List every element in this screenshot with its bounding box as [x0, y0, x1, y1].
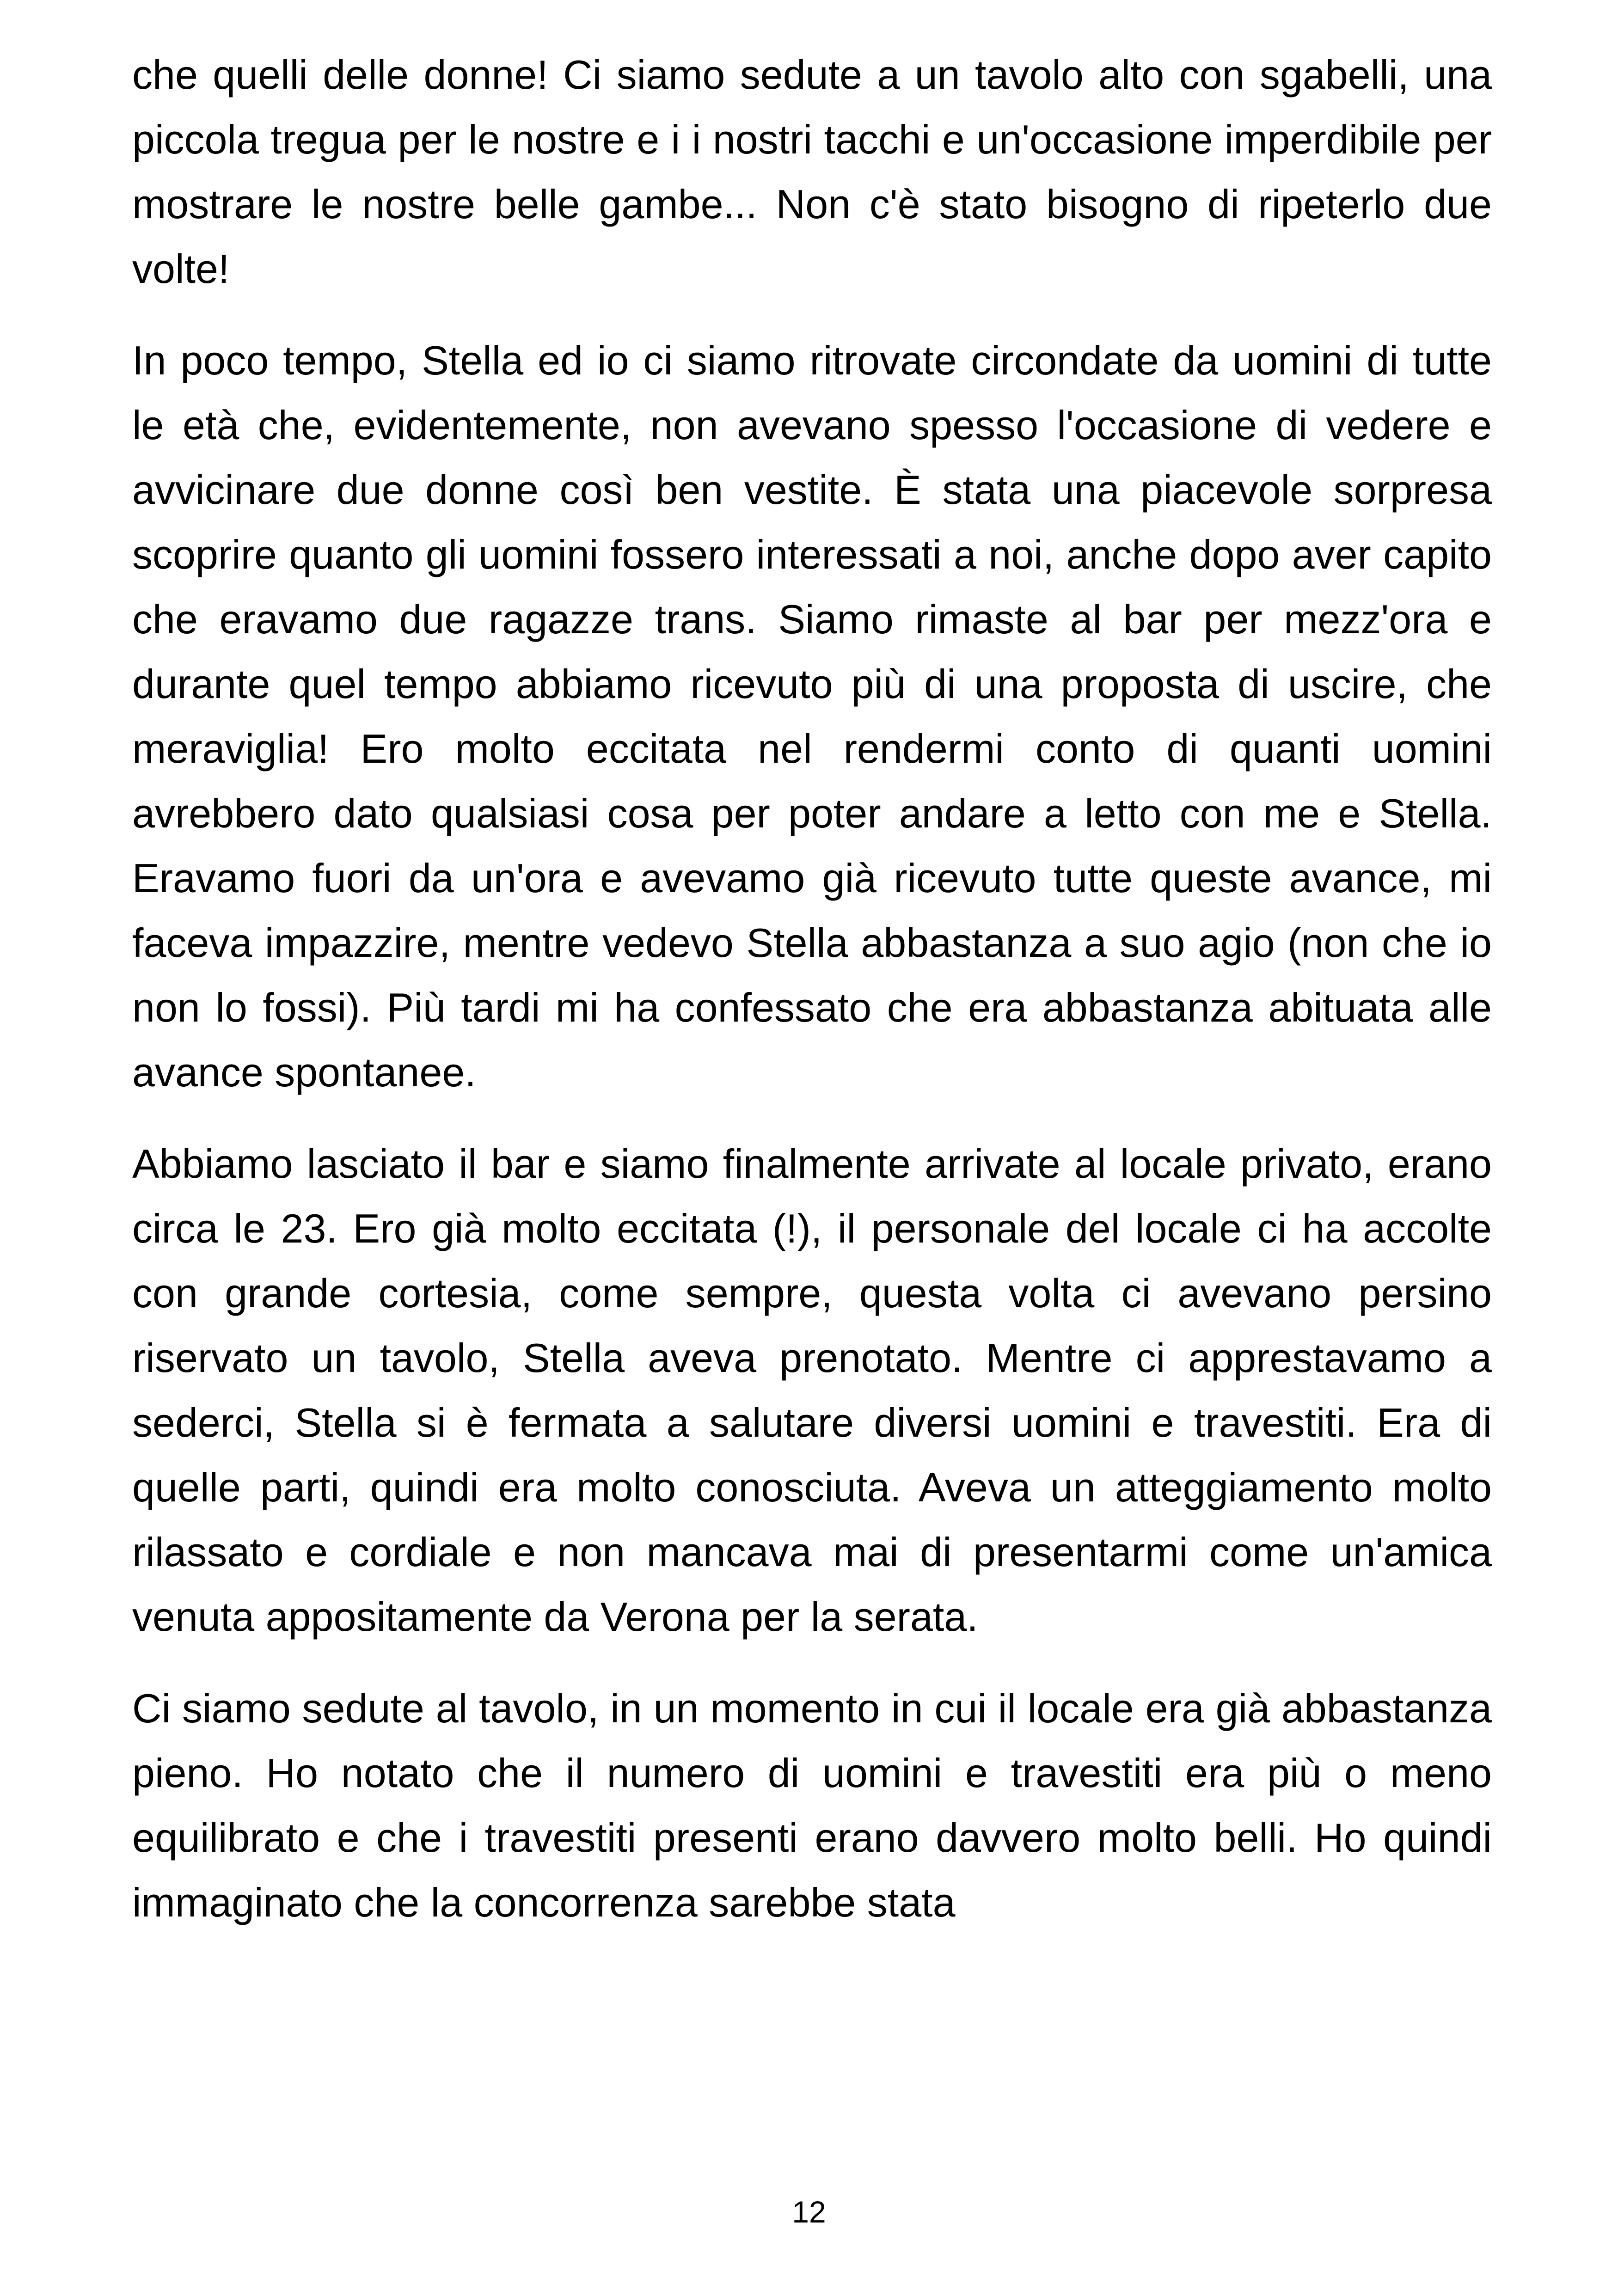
paragraph-4: Ci siamo sedute al tavolo, in un momento in cui il locale era già abbastanza pieno. Ho notato che il numero di uomini e travestiti era più o meno equilibrato e che i travestiti presenti erano davvero molto belli. Ho quindi immaginato che la concorrenza sarebbe stata: [132, 1685, 1492, 1925]
paragraph-3: Abbiamo lasciato il bar e siamo finalmente arrivate al locale privato, erano circa le 23. Ero già molto eccitata (!), il personale del locale ci ha accolte con grande cortesia, come sempre, questa volta ci avevano persino riservato un tavolo, Stella aveva prenotato. Mentre ci apprestavamo a sederci, Stella si è fermata a salutare diversi uomini e travestiti. Era di quelle parti, quindi era molto conosciuta. Aveva un atteggiamento molto rilassato e cordiale e non mancava mai di presentarmi come un'amica venuta appositamente da Verona per la serata.: [132, 1141, 1492, 1640]
page-number: 12: [792, 2195, 826, 2229]
paragraph-1: che quelli delle donne! Ci siamo sedute a un tavolo alto con sgabelli, una piccola tregua per le nostre e i i nostri tacchi e un'occasione imperdibile per mostrare le nostre belle gambe... Non c'è stato bisogno di ripeterlo due volte!: [132, 52, 1492, 292]
page-body: [132, 43, 1492, 1935]
paragraph-2: In poco tempo, Stella ed io ci siamo ritrovate circondate da uomini di tutte le età che, evidentemente, non avevano spesso l'occasione di vedere e avvicinare due donne così ben vestite. È stata una piacevole sorpresa scoprire quanto gli uomini fossero interessati a noi, anche dopo aver capito che eravamo due ragazze trans. Siamo rimaste al bar per mezz'ora e durante quel tempo abbiamo ricevuto più di una proposta di uscire, che meraviglia! Ero molto eccitata nel rendermi conto di quanti uomini avrebbero dato qualsiasi cosa per poter andare a letto con me e Stella. Eravamo fuori da un'ora e avevamo già ricevuto tutte queste avance, mi faceva impazzire, mentre vedevo Stella abbastanza a suo agio (non che io non lo fossi). Più tardi mi ha confessato che era abbastanza abituata alle avance spontanee.: [132, 337, 1492, 1095]
